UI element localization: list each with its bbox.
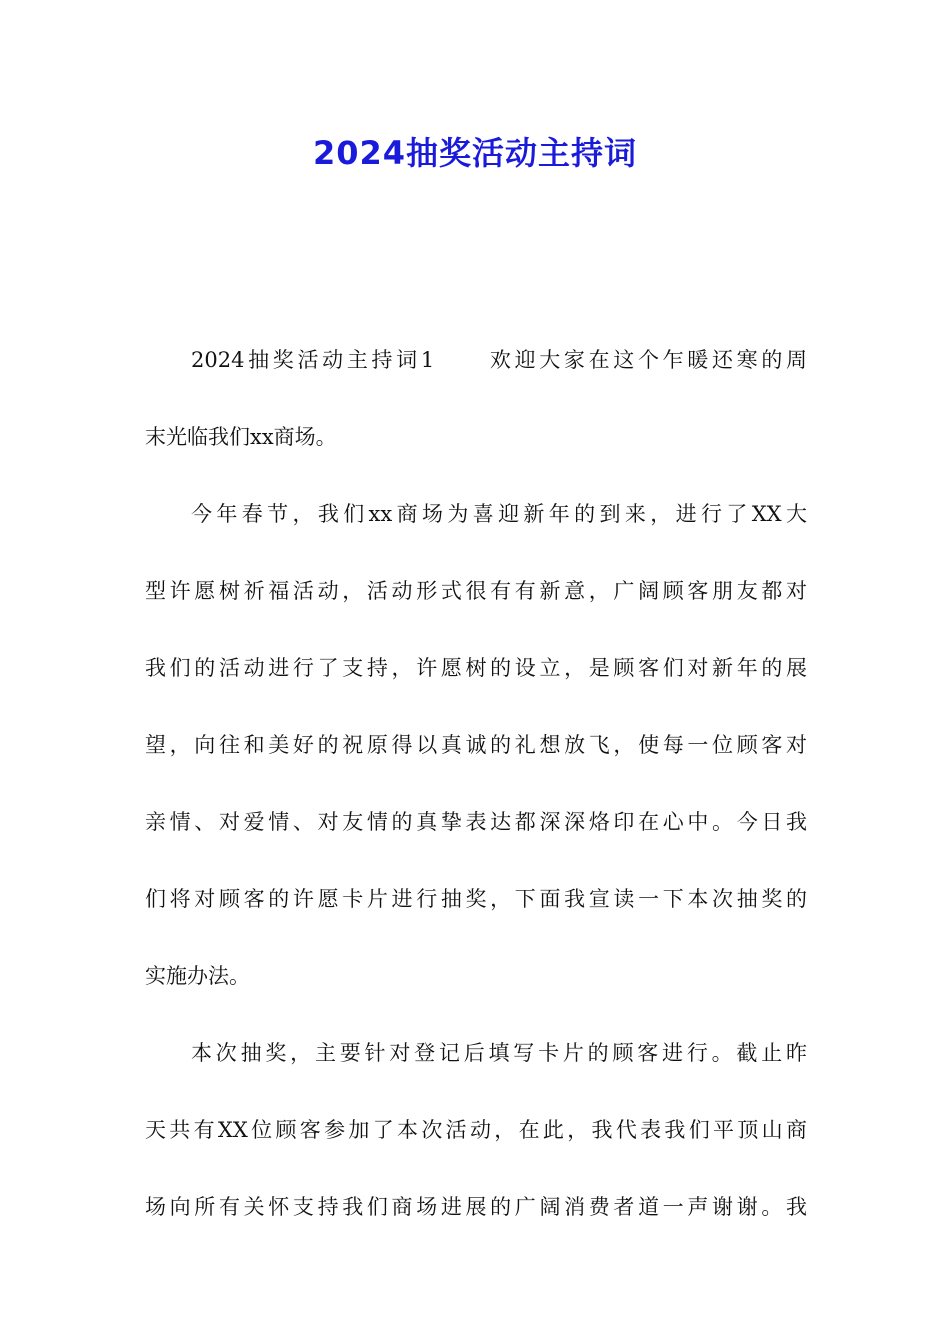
text-span: 欢迎大家在这个乍暖还寒的周 [486, 348, 807, 372]
paragraph-2-line-4 [145, 719, 807, 796]
paragraph-3-line-1 [145, 1027, 807, 1104]
text-span: 型许愿树祈福活动，活动形式很有有新意，广阔顾客朋友都对 [145, 579, 807, 603]
paragraph-1-line-2 [145, 411, 807, 488]
paragraph-3-line-2 [145, 1104, 807, 1181]
paragraph-2-line-5 [145, 796, 807, 873]
paragraph-2-line-3 [145, 642, 807, 719]
text-span: 亲情、对爱情、对友情的真挚表达都深深烙印在心中。今日我 [145, 810, 807, 834]
text-span: 今年春节，我们xx商场为喜迎新年的到来，进行了XX大 [191, 502, 807, 526]
paragraph-2-line-6 [145, 873, 807, 950]
text-span: 场向所有关怀支持我们商场进展的广阔消费者道一声谢谢。我 [145, 1195, 807, 1219]
text-span: 们将对顾客的许愿卡片进行抽奖，下面我宣读一下本次抽奖的 [145, 887, 807, 911]
paragraph-2-line-1 [145, 488, 807, 565]
document-title: 2024抽奖活动主持词 [312, 134, 638, 172]
text-span: 天共有XX位顾客参加了本次活动，在此，我代表我们平顶山商 [145, 1118, 807, 1142]
document-body [145, 334, 807, 1258]
paragraph-3-line-3 [145, 1181, 807, 1258]
text-span: 本次抽奖，主要针对登记后填写卡片的顾客进行。截止昨 [191, 1041, 807, 1065]
text-span: 望，向往和美好的祝原得以真诚的礼想放飞，使每一位顾客对 [145, 733, 807, 757]
text-span: 我们的活动进行了支持，许愿树的设立，是顾客们对新年的展 [145, 656, 807, 680]
inline-heading: 2024抽奖活动主持词1 [191, 348, 435, 372]
paragraph-2-line-7 [145, 950, 807, 1027]
paragraph-2-line-2 [145, 565, 807, 642]
paragraph-1-line-1 [145, 334, 807, 411]
text-span: 末光临我们xx商场。 [145, 425, 337, 449]
text-span: 实施办法。 [145, 964, 250, 988]
